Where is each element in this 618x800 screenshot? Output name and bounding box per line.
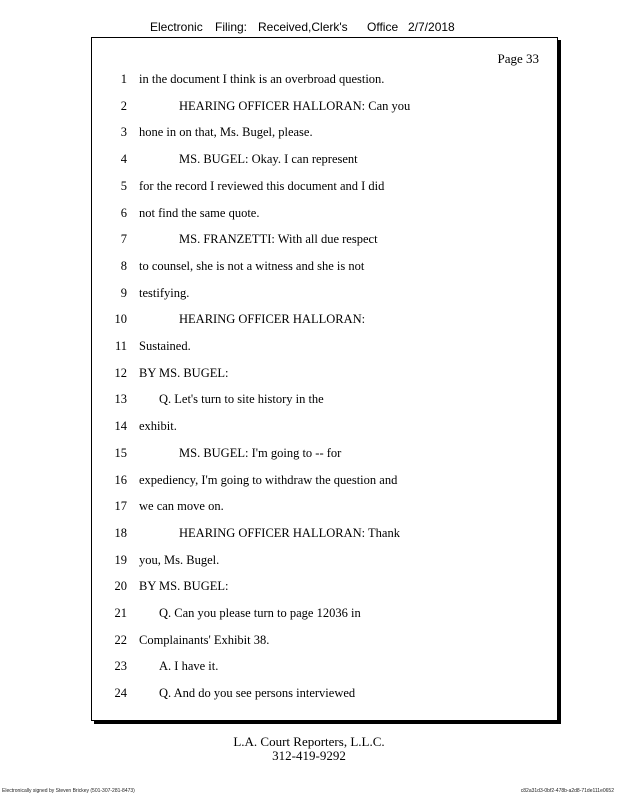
line-text: Sustained. xyxy=(139,339,191,353)
transcript-line xyxy=(92,206,557,226)
line-text: A. I have it. xyxy=(159,659,219,674)
line-number: 20 xyxy=(114,579,127,594)
transcript-line xyxy=(92,99,557,119)
line-text: for the record I reviewed this document and I did xyxy=(139,178,385,193)
line-text: hone in on that, Ms. Bugel, please. xyxy=(139,125,313,140)
line-text: Q. Let's turn to site history in the xyxy=(159,392,324,407)
line-text: MS. FRANZETTI: With all due respect xyxy=(179,232,378,247)
transcript-line xyxy=(92,473,557,493)
transcript-line xyxy=(92,72,557,92)
line-number: 16 xyxy=(114,472,127,487)
line-number: 9 xyxy=(120,285,127,300)
line-number: 4 xyxy=(120,152,127,167)
transcript-line xyxy=(92,232,557,252)
transcript-line xyxy=(92,633,557,653)
line-number: 10 xyxy=(114,312,127,327)
line-number: 11 xyxy=(114,339,127,353)
transcript-line xyxy=(92,579,557,599)
transcript-line xyxy=(92,446,557,466)
stamp-electronic: Electronic xyxy=(150,20,203,34)
line-text: Q. And do you see persons interviewed xyxy=(159,686,356,701)
line-number: 7 xyxy=(120,232,127,247)
line-text: HEARING OFFICER HALLORAN: Can you xyxy=(179,98,411,113)
line-text: MS. BUGEL: I'm going to -- for xyxy=(179,445,342,460)
line-text: Complainants' Exhibit 38. xyxy=(139,632,270,647)
line-text: exhibit. xyxy=(139,419,177,434)
line-text: testifying. xyxy=(139,285,190,300)
transcript-line xyxy=(92,286,557,306)
transcript-line xyxy=(92,339,557,359)
line-text: expediency, I'm going to withdraw the question and xyxy=(139,472,398,487)
filing-stamp xyxy=(0,20,618,36)
line-text: BY MS. BUGEL: xyxy=(139,579,229,594)
stamp-filing: Filing: xyxy=(215,20,248,34)
line-text: you, Ms. Bugel. xyxy=(139,552,220,567)
line-number: 5 xyxy=(120,178,127,193)
line-text: in the document I think is an overbroad question. xyxy=(139,72,385,86)
reporter-company: L.A. Court Reporters, L.L.C. xyxy=(233,734,385,749)
e-signature: Electronically signed by Steven Brickey (501-307-281-8473) xyxy=(2,788,135,794)
transcript-line xyxy=(92,499,557,519)
transcript-line xyxy=(92,259,557,279)
line-text: we can move on. xyxy=(139,499,224,514)
line-number: 3 xyxy=(120,125,127,140)
line-text: BY MS. BUGEL: xyxy=(139,365,229,380)
line-number: 2 xyxy=(120,98,127,113)
line-number: 17 xyxy=(114,499,127,514)
transcript-line xyxy=(92,686,557,706)
reporter-phone: 312-419-9292 xyxy=(272,748,346,763)
line-number: 12 xyxy=(114,365,127,380)
line-number: 21 xyxy=(114,606,127,620)
line-text: not find the same quote. xyxy=(139,205,260,220)
stamp-office: Office xyxy=(367,20,399,34)
stamp-received: Received,Clerk's xyxy=(258,20,348,34)
line-number: 1 xyxy=(120,72,127,86)
transcript-line xyxy=(92,606,557,626)
line-number: 19 xyxy=(114,552,127,567)
page-number: Page 33 xyxy=(497,51,539,66)
line-text: MS. BUGEL: Okay. I can represent xyxy=(179,152,358,167)
stamp-date: 2/7/2018 xyxy=(408,20,455,34)
transcript-line xyxy=(92,419,557,439)
line-text: HEARING OFFICER HALLORAN: Thank xyxy=(179,525,400,540)
document-hash: c82a31d3-0bf2-478b-a2d8-71de111e0652 xyxy=(520,788,614,794)
line-number: 15 xyxy=(114,445,127,460)
transcript-line xyxy=(92,312,557,332)
line-number: 18 xyxy=(114,525,127,540)
line-number: 22 xyxy=(114,632,127,647)
transcript-line xyxy=(92,553,557,573)
transcript-line xyxy=(92,179,557,199)
transcript-line xyxy=(92,152,557,172)
line-number: 24 xyxy=(114,686,127,701)
transcript-line xyxy=(92,392,557,412)
line-number: 14 xyxy=(114,419,127,434)
transcript-line xyxy=(92,526,557,546)
line-number: 8 xyxy=(120,258,127,273)
line-text: to counsel, she is not a witness and she is not xyxy=(139,258,365,273)
line-number: 13 xyxy=(114,392,127,407)
transcript-line xyxy=(92,125,557,145)
transcript-page xyxy=(91,37,558,721)
line-number: 6 xyxy=(120,205,127,220)
line-number: 23 xyxy=(114,659,127,674)
transcript-line xyxy=(92,366,557,386)
transcript-line xyxy=(92,659,557,679)
line-text: Q. Can you please turn to page 12036 in xyxy=(159,606,361,620)
line-text: HEARING OFFICER HALLORAN: xyxy=(179,312,366,327)
